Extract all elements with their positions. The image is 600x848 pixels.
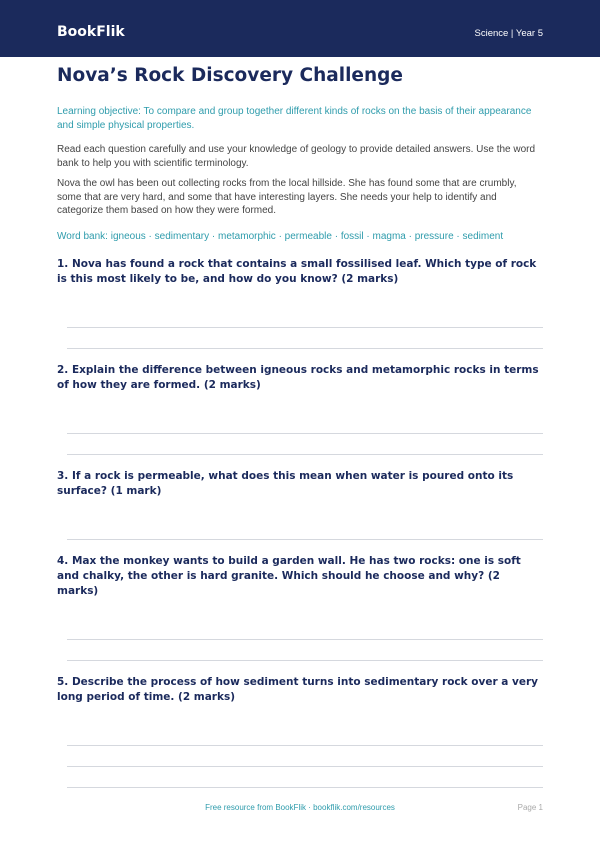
question-4 xyxy=(57,554,543,661)
question-text: 4. Max the monkey wants to build a garden wall. He has two rocks: one is soft and chalky, the other is hard granite. Which should he choose and why? (2 marks) xyxy=(57,554,521,597)
page-header xyxy=(0,0,600,57)
page-number: Page 1 xyxy=(517,803,543,812)
answer-area[interactable] xyxy=(67,393,543,455)
question-text: 5. Describe the process of how sediment turns into sedimentary rock over a very long period of time. (2 marks) xyxy=(57,675,539,703)
answer-line[interactable] xyxy=(67,705,543,746)
answer-area[interactable] xyxy=(67,499,543,540)
question-text: 1. Nova has found a rock that contains a small fossilised leaf. Which type of rock is this most likely to be, and how do you know? (2 marks) xyxy=(57,257,537,285)
question-3 xyxy=(57,469,543,540)
answer-area[interactable] xyxy=(67,287,543,349)
worksheet-title: Nova’s Rock Discovery Challenge xyxy=(57,65,403,86)
answer-line[interactable] xyxy=(67,393,543,434)
answer-line[interactable] xyxy=(67,434,543,455)
answer-line[interactable] xyxy=(67,746,543,767)
answer-line[interactable] xyxy=(67,640,543,661)
question-text: 3. If a rock is permeable, what does this mean when water is poured onto its surface? (1 mark) xyxy=(57,469,514,497)
answer-line[interactable] xyxy=(67,599,543,640)
answer-line[interactable] xyxy=(67,328,543,349)
question-text: 2. Explain the difference between igneous rocks and metamorphic rocks in terms of how they are formed. (2 marks) xyxy=(57,363,539,391)
question-2 xyxy=(57,363,543,455)
instructions-text: Read each question carefully and use your knowledge of geology to provide detailed answers. Use the word bank to help you with scientific terminology. xyxy=(57,144,536,169)
answer-line[interactable] xyxy=(67,499,543,540)
learning-objective: Learning objective: To compare and group together different kinds of rocks on the basis of their appearance and simple physical properties. xyxy=(57,106,532,131)
question-1 xyxy=(57,257,543,349)
worksheet-body xyxy=(57,64,543,788)
brand-logo: BookFlik xyxy=(57,24,125,40)
subject-year-label: Science | Year 5 xyxy=(474,28,543,39)
answer-area[interactable] xyxy=(67,705,543,788)
word-bank: Word bank: igneous · sedimentary · metamorphic · permeable · fossil · magma · pressure · sediment xyxy=(57,230,504,242)
footer-link[interactable]: Free resource from BookFlik · bookflik.com/resources xyxy=(205,803,395,812)
scenario-text: Nova the owl has been out collecting rocks from the local hillside. She has found some that are crumbly, some that are very hard, and some that have interesting layers. She needs your help to identify and categorize them based on how they were formed. xyxy=(57,178,517,216)
answer-line[interactable] xyxy=(67,767,543,788)
answer-area[interactable] xyxy=(67,599,543,661)
question-5 xyxy=(57,675,543,788)
answer-line[interactable] xyxy=(67,287,543,328)
